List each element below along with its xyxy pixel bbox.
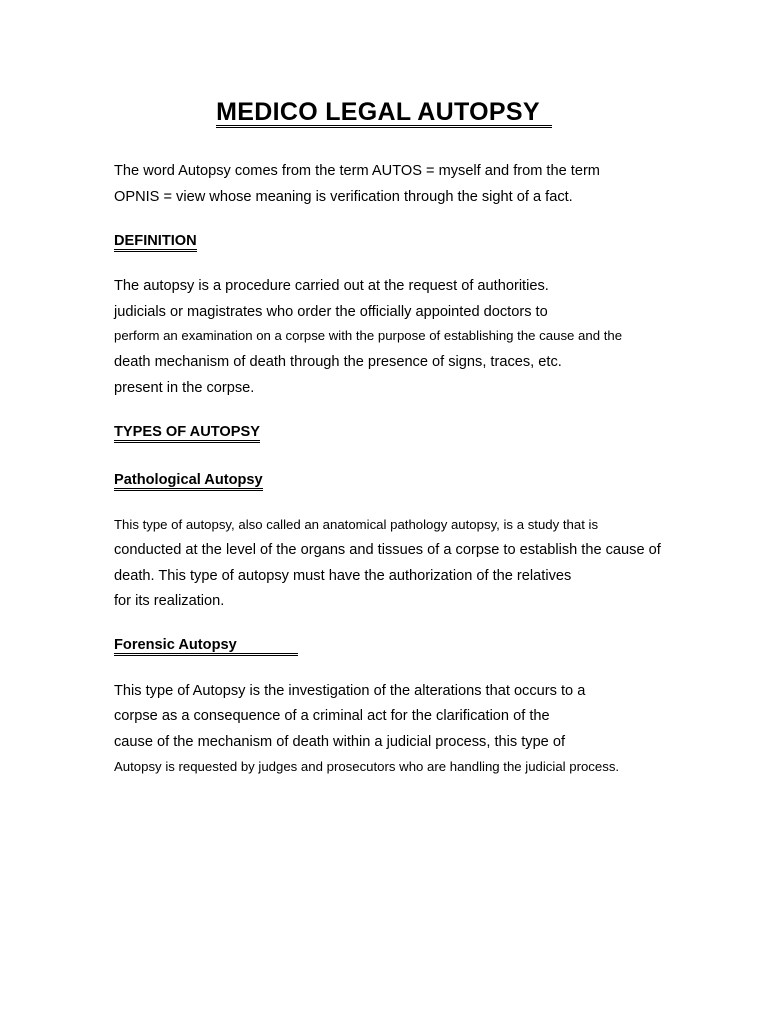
forensic-heading (114, 636, 298, 656)
pathological-heading-text: Pathological Autopsy (114, 473, 263, 491)
definition-heading-text: DEFINITION (114, 234, 197, 252)
intro-line-1: The word Autopsy comes from the term AUTOS = myself and from the term (114, 163, 600, 179)
pathological-line-3: death. This type of autopsy must have the authorization of the relatives (114, 568, 572, 584)
forensic-line-2: corpse as a consequence of a criminal act for the clarification of the (114, 708, 550, 724)
pathological-line-2: conducted at the level of the organs and tissues of a corpse to establish the cause of (114, 542, 661, 558)
types-heading-text: TYPES OF AUTOPSY (114, 425, 260, 443)
pathological-line-4: for its realization. (114, 593, 225, 609)
definition-line-5: present in the corpse. (114, 380, 255, 396)
definition-heading (114, 232, 197, 252)
document-title (0, 96, 768, 128)
definition-line-1: The autopsy is a procedure carried out at the request of authorities. (114, 278, 549, 294)
pathological-heading (114, 471, 263, 491)
forensic-line-1: This type of Autopsy is the investigation of the alterations that occurs to a (114, 683, 586, 699)
pathological-line-1: This type of autopsy, also called an anatomical pathology autopsy, is a study that is (114, 517, 599, 532)
intro-line-2: OPNIS = view whose meaning is verification through the sight of a fact. (114, 189, 573, 205)
forensic-line-3: cause of the mechanism of death within a judicial process, this type of (114, 734, 566, 750)
types-heading (114, 423, 260, 443)
forensic-line-4: Autopsy is requested by judges and prosecutors who are handling the judicial process. (114, 759, 620, 774)
forensic-heading-text: Forensic Autopsy (114, 638, 298, 656)
document-title-text: MEDICO LEGAL AUTOPSY (216, 99, 552, 128)
definition-line-4: death mechanism of death through the presence of signs, traces, etc. (114, 354, 562, 370)
definition-line-3: perform an examination on a corpse with the purpose of establishing the cause and the (114, 328, 623, 343)
definition-line-2: judicials or magistrates who order the officially appointed doctors to (114, 304, 548, 320)
